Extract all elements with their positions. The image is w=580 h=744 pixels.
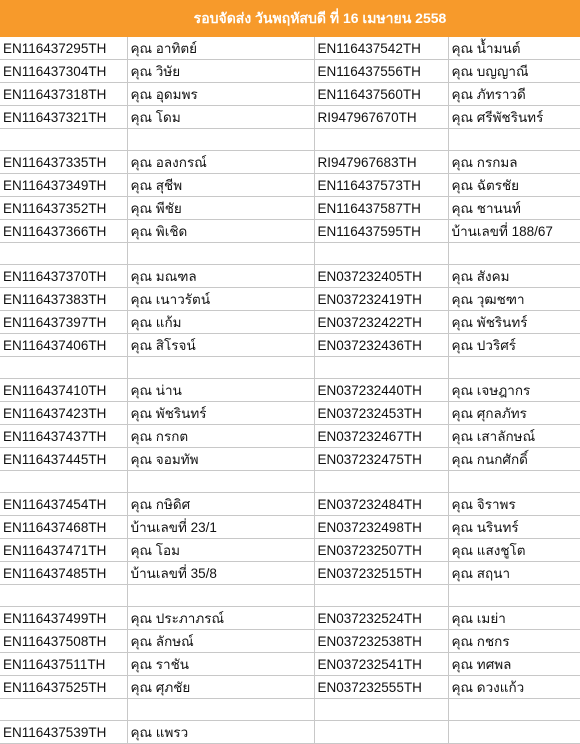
cell-tracking-number[interactable]: EN116437370TH (0, 265, 127, 288)
cell-recipient-name[interactable]: คุณ น้ำมนต์ (448, 37, 580, 60)
cell-recipient-name[interactable] (127, 357, 314, 379)
cell-tracking-number[interactable] (0, 357, 127, 379)
cell-tracking-number[interactable]: EN116437423TH (0, 402, 127, 425)
cell-recipient-name[interactable]: คุณ ทศพล (448, 653, 580, 676)
cell-tracking-number[interactable]: EN116437511TH (0, 653, 127, 676)
table-row (0, 721, 580, 744)
table-row (0, 493, 580, 516)
table-row (0, 106, 580, 129)
cell-tracking-number[interactable]: EN037232515TH (314, 562, 448, 585)
cell-recipient-name[interactable]: คุณ พัชรินทร์ (127, 402, 314, 425)
cell-recipient-name[interactable]: คุณ สุชีพ (127, 174, 314, 197)
cell-recipient-name[interactable]: คุณ เนาวรัตน์ (127, 288, 314, 311)
cell-tracking-number[interactable]: EN116437437TH (0, 425, 127, 448)
table-row (0, 607, 580, 630)
cell-tracking-number[interactable]: EN037232453TH (314, 402, 448, 425)
cell-tracking-number[interactable]: EN116437406TH (0, 334, 127, 357)
cell-recipient-name[interactable]: คุณ นรินทร์ (448, 516, 580, 539)
cell-tracking-number[interactable] (314, 243, 448, 265)
cell-tracking-number[interactable] (314, 471, 448, 493)
cell-tracking-number[interactable]: EN116437295TH (0, 37, 127, 60)
cell-recipient-name[interactable]: คุณ จอมทัพ (127, 448, 314, 471)
cell-tracking-number[interactable]: EN116437560TH (314, 83, 448, 106)
table-row (0, 37, 580, 60)
cell-tracking-number[interactable] (314, 699, 448, 721)
cell-recipient-name[interactable]: คุณ โดม (127, 106, 314, 129)
cell-tracking-number[interactable]: EN037232475TH (314, 448, 448, 471)
cell-recipient-name[interactable] (448, 699, 580, 721)
table-row (0, 60, 580, 83)
cell-tracking-number[interactable]: RI947967670TH (314, 106, 448, 129)
cell-tracking-number[interactable]: EN116437539TH (0, 721, 127, 744)
cell-recipient-name[interactable]: คุณ ศรีพัชรินทร์ (448, 106, 580, 129)
cell-tracking-number[interactable]: EN116437304TH (0, 60, 127, 83)
cell-recipient-name[interactable]: คุณ จิราพร (448, 493, 580, 516)
cell-tracking-number[interactable]: EN116437499TH (0, 607, 127, 630)
cell-recipient-name[interactable]: คุณ วุฒชฑา (448, 288, 580, 311)
table-row (0, 265, 580, 288)
cell-recipient-name[interactable]: คุณ กชกร (448, 630, 580, 653)
table-row (0, 699, 580, 721)
cell-recipient-name[interactable]: คุณ เสาลักษณ์ (448, 425, 580, 448)
cell-tracking-number[interactable]: EN037232436TH (314, 334, 448, 357)
cell-tracking-number[interactable]: EN116437397TH (0, 311, 127, 334)
cell-recipient-name[interactable]: คุณ อาทิตย์ (127, 37, 314, 60)
cell-recipient-name[interactable]: คุณ ศุกลภัทร (448, 402, 580, 425)
table-row (0, 311, 580, 334)
sheet-title: รอบจัดส่ง วันพฤหัสบดี ที่ 16 เมษายน 2558 (0, 0, 580, 37)
cell-recipient-name[interactable]: คุณ ฉัตรชัย (448, 174, 580, 197)
cell-tracking-number[interactable] (0, 129, 127, 151)
cell-recipient-name[interactable]: คุณ พัชรินทร์ (448, 311, 580, 334)
cell-tracking-number[interactable]: EN116437595TH (314, 220, 448, 243)
cell-tracking-number[interactable]: EN116437349TH (0, 174, 127, 197)
table-row (0, 288, 580, 311)
cell-recipient-name[interactable] (127, 471, 314, 493)
table-row (0, 197, 580, 220)
cell-tracking-number[interactable]: EN037232524TH (314, 607, 448, 630)
table-row (0, 129, 580, 151)
cell-tracking-number[interactable]: EN116437318TH (0, 83, 127, 106)
table-row (0, 379, 580, 402)
cell-recipient-name[interactable]: คุณ บญญาณี (448, 60, 580, 83)
cell-recipient-name[interactable]: คุณ กรกต (127, 425, 314, 448)
cell-recipient-name[interactable]: คุณ กรกมล (448, 151, 580, 174)
cell-recipient-name[interactable] (127, 129, 314, 151)
cell-tracking-number[interactable] (0, 243, 127, 265)
cell-recipient-name[interactable]: คุณ สังคม (448, 265, 580, 288)
table-row (0, 653, 580, 676)
cell-tracking-number[interactable]: EN116437366TH (0, 220, 127, 243)
table-row (0, 83, 580, 106)
table-row (0, 151, 580, 174)
cell-recipient-name[interactable]: คุณ ปวริศร์ (448, 334, 580, 357)
cell-recipient-name[interactable]: คุณ แสงชูโต (448, 539, 580, 562)
cell-tracking-number[interactable]: EN037232419TH (314, 288, 448, 311)
cell-tracking-number[interactable]: EN116437542TH (314, 37, 448, 60)
cell-tracking-number[interactable]: EN037232541TH (314, 653, 448, 676)
cell-recipient-name[interactable]: คุณ พิเชิด (127, 220, 314, 243)
cell-tracking-number[interactable]: EN037232405TH (314, 265, 448, 288)
cell-recipient-name[interactable] (448, 129, 580, 151)
cell-recipient-name[interactable] (448, 357, 580, 379)
cell-recipient-name[interactable]: คุณ ศุภชัย (127, 676, 314, 699)
cell-tracking-number[interactable]: EN037232498TH (314, 516, 448, 539)
cell-recipient-name[interactable]: คุณ อลงกรณ์ (127, 151, 314, 174)
cell-tracking-number[interactable] (0, 699, 127, 721)
cell-recipient-name[interactable]: คุณ ชานนท์ (448, 197, 580, 220)
cell-recipient-name[interactable] (448, 585, 580, 607)
cell-tracking-number[interactable]: EN116437556TH (314, 60, 448, 83)
table-row (0, 562, 580, 585)
cell-recipient-name[interactable] (127, 243, 314, 265)
cell-tracking-number[interactable]: RI947967683TH (314, 151, 448, 174)
cell-recipient-name[interactable]: คุณ แก้ม (127, 311, 314, 334)
cell-tracking-number[interactable] (0, 471, 127, 493)
cell-tracking-number[interactable]: EN116437445TH (0, 448, 127, 471)
cell-tracking-number[interactable]: EN037232555TH (314, 676, 448, 699)
table-row (0, 243, 580, 265)
cell-recipient-name[interactable]: บ้านเลขที่ 23/1 (127, 516, 314, 539)
cell-tracking-number[interactable]: EN116437454TH (0, 493, 127, 516)
cell-recipient-name[interactable] (448, 471, 580, 493)
cell-recipient-name[interactable]: คุณ วิษัย (127, 60, 314, 83)
cell-tracking-number[interactable]: EN116437468TH (0, 516, 127, 539)
table-row (0, 585, 580, 607)
cell-tracking-number[interactable]: EN037232422TH (314, 311, 448, 334)
table-row (0, 630, 580, 653)
table-row (0, 174, 580, 197)
cell-tracking-number[interactable] (314, 129, 448, 151)
cell-recipient-name[interactable]: คุณ ดวงแก้ว (448, 676, 580, 699)
table-row (0, 357, 580, 379)
cell-tracking-number[interactable] (314, 585, 448, 607)
cell-recipient-name[interactable]: คุณ ลักษณ์ (127, 630, 314, 653)
table-row (0, 425, 580, 448)
table-row (0, 402, 580, 425)
cell-tracking-number[interactable] (0, 585, 127, 607)
cell-recipient-name[interactable]: คุณ กษิดิศ (127, 493, 314, 516)
cell-recipient-name[interactable]: คุณ ภัทราวดี (448, 83, 580, 106)
table-row (0, 334, 580, 357)
cell-tracking-number[interactable]: EN116437410TH (0, 379, 127, 402)
cell-recipient-name[interactable]: บ้านเลขที่ 188/67 (448, 220, 580, 243)
cell-recipient-name[interactable]: คุณ แพรว (127, 721, 314, 744)
cell-tracking-number[interactable]: EN037232440TH (314, 379, 448, 402)
cell-recipient-name[interactable] (448, 243, 580, 265)
cell-recipient-name[interactable]: คุณ กนกศักดิ์ (448, 448, 580, 471)
cell-recipient-name[interactable] (127, 585, 314, 607)
table-row (0, 220, 580, 243)
cell-recipient-name[interactable]: คุณ ราชัน (127, 653, 314, 676)
table-row (0, 539, 580, 562)
cell-tracking-number[interactable]: EN116437321TH (0, 106, 127, 129)
cell-tracking-number[interactable]: EN037232507TH (314, 539, 448, 562)
cell-tracking-number[interactable]: EN116437471TH (0, 539, 127, 562)
cell-tracking-number[interactable]: EN116437352TH (0, 197, 127, 220)
table-row (0, 471, 580, 493)
cell-tracking-number[interactable]: EN116437485TH (0, 562, 127, 585)
table-row (0, 448, 580, 471)
cell-tracking-number[interactable]: EN037232467TH (314, 425, 448, 448)
cell-recipient-name[interactable]: คุณ เมย่า (448, 607, 580, 630)
cell-recipient-name[interactable]: คุณ เจษฎากร (448, 379, 580, 402)
cell-recipient-name[interactable]: คุณ สิโรจน์ (127, 334, 314, 357)
cell-tracking-number[interactable]: EN116437587TH (314, 197, 448, 220)
cell-recipient-name[interactable]: คุณ สฤนา (448, 562, 580, 585)
cell-tracking-number[interactable]: EN116437525TH (0, 676, 127, 699)
cell-tracking-number[interactable]: EN037232538TH (314, 630, 448, 653)
cell-recipient-name[interactable] (127, 699, 314, 721)
cell-recipient-name[interactable]: คุณ อุดมพร (127, 83, 314, 106)
cell-tracking-number[interactable]: EN037232484TH (314, 493, 448, 516)
cell-tracking-number[interactable] (314, 357, 448, 379)
cell-recipient-name[interactable]: คุณ มณฑล (127, 265, 314, 288)
cell-recipient-name[interactable]: คุณ พีชัย (127, 197, 314, 220)
table-row (0, 516, 580, 539)
cell-tracking-number[interactable]: EN116437335TH (0, 151, 127, 174)
cell-tracking-number[interactable]: EN116437573TH (314, 174, 448, 197)
cell-tracking-number[interactable]: EN116437383TH (0, 288, 127, 311)
table-row (0, 676, 580, 699)
cell-recipient-name[interactable]: บ้านเลขที่ 35/8 (127, 562, 314, 585)
cell-tracking-number[interactable] (314, 721, 448, 744)
cell-recipient-name[interactable]: คุณ ประภาภรณ์ (127, 607, 314, 630)
cell-recipient-name[interactable] (448, 721, 580, 744)
cell-tracking-number[interactable]: EN116437508TH (0, 630, 127, 653)
cell-recipient-name[interactable]: คุณ น่าน (127, 379, 314, 402)
cell-recipient-name[interactable]: คุณ โอม (127, 539, 314, 562)
tracking-table (0, 37, 580, 744)
